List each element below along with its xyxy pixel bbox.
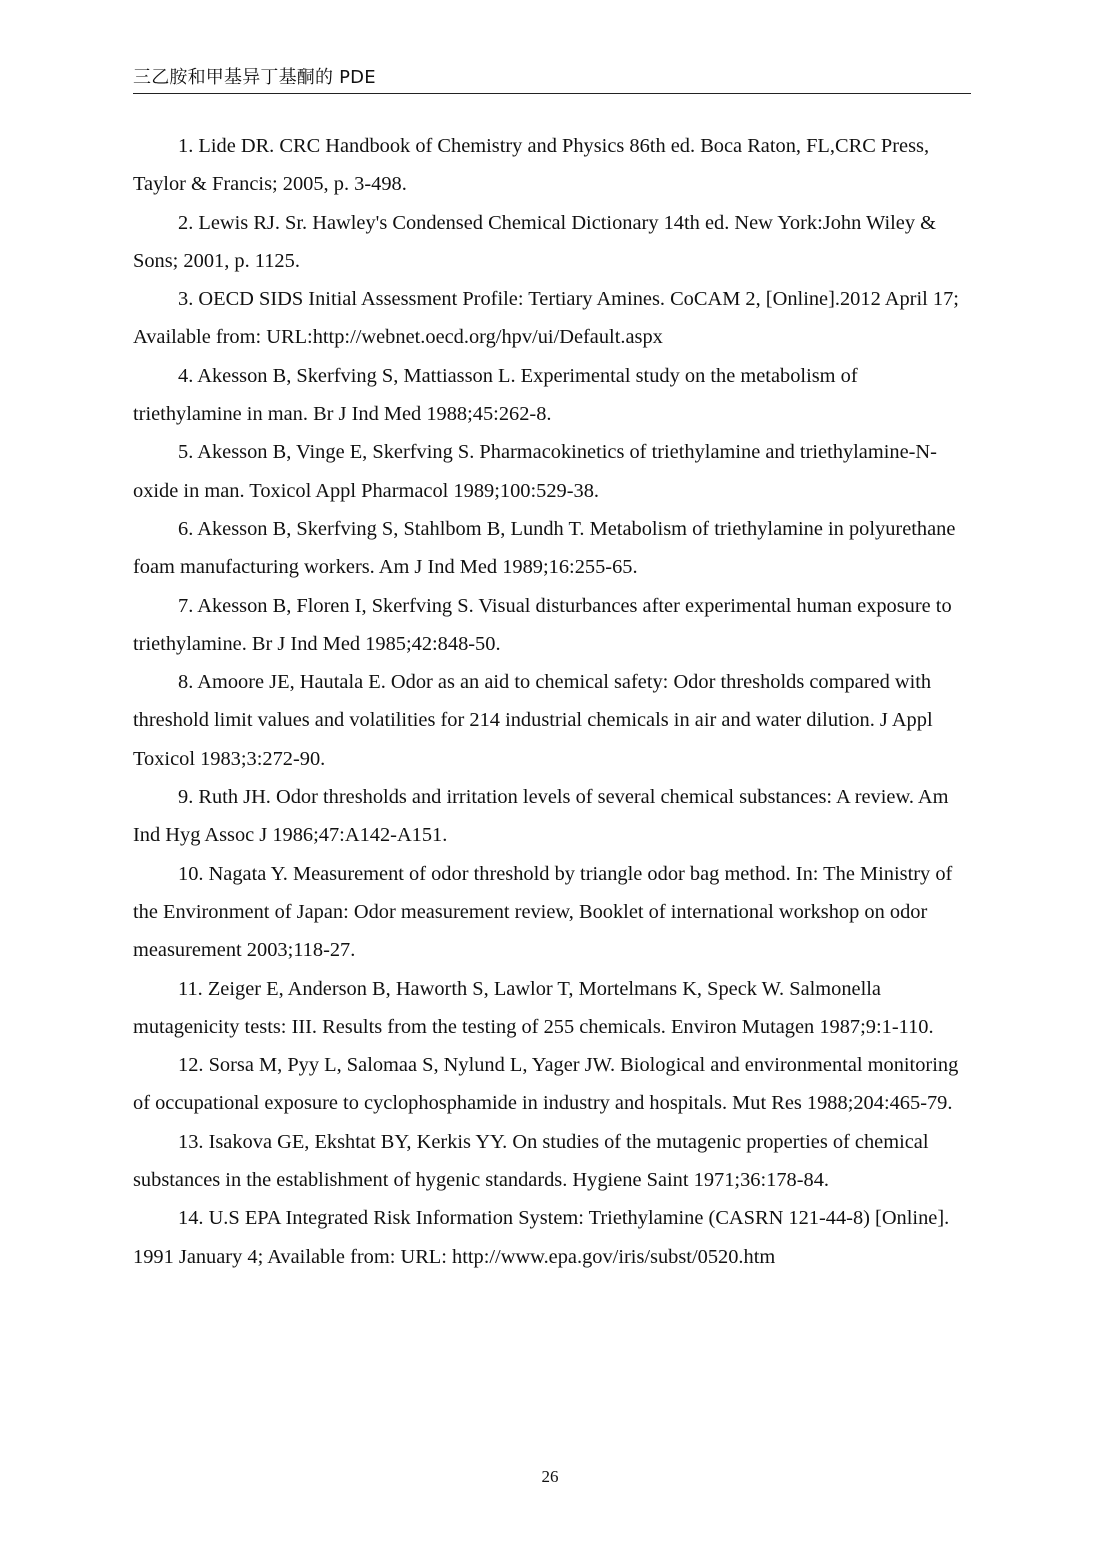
reference-item: 4. Akesson B, Skerfving S, Mattiasson L. Experimental study on the metabolism of triethylamine in man. Br J Ind Med 1988;45:262-8.: [133, 364, 858, 426]
reference-item: 11. Zeiger E, Anderson B, Haworth S, Lawlor T, Mortelmans K, Speck W. Salmonella mutagenicity tests: III. Results from the testing of 255 chemicals. Environ Mutagen 1987;9:1-110.: [133, 977, 934, 1038]
reference-item: 5. Akesson B, Vinge E, Skerfving S. Pharmacokinetics of triethylamine and triethylamine-N-oxide in man. Toxicol Appl Pharmacol 1989;100:529-38.: [133, 441, 937, 502]
reference-item: 13. Isakova GE, Ekshtat BY, Kerkis YY. On studies of the mutagenic properties of chemical substances in the establishment of hygenic standards. Hygiene Saint 1971;36:178-84.: [133, 1130, 929, 1192]
reference-item: 12. Sorsa M, Pyy L, Salomaa S, Nylund L, Yager JW. Biological and environmental monitoring of occupational exposure to cyclophosphamide in industry and hospitals. Mut Res 1988;204:465-79.: [133, 1054, 959, 1115]
reference-list: [133, 127, 971, 1276]
reference-item: 10. Nagata Y. Measurement of odor threshold by triangle odor bag method. In: The Ministry of the Environment of Japan: Odor measurement review, Booklet of international workshop on odor measurement 2003;118-27.: [133, 862, 953, 962]
reference-item: 9. Ruth JH. Odor thresholds and irritation levels of several chemical substances: A review. Am Ind Hyg Assoc J 1986;47:A142-A151.: [133, 786, 949, 847]
reference-item: 1. Lide DR. CRC Handbook of Chemistry and Physics 86th ed. Boca Raton, FL,CRC Press, Taylor & Francis; 2005, p. 3-498.: [133, 135, 930, 196]
reference-item: 8. Amoore JE, Hautala E. Odor as an aid to chemical safety: Odor thresholds compared with threshold limit values and volatilities for 214 industrial chemicals in air and water dilution. J Appl Toxicol 1983;3:272-90.: [133, 671, 933, 770]
reference-item: 7. Akesson B, Floren I, Skerfving S. Visual disturbances after experimental human exposure to triethylamine. Br J Ind Med 1985;42:848-50.: [133, 594, 952, 655]
header-title: 三乙胺和甲基异丁基酮的 PDE: [133, 67, 376, 88]
page-header: [133, 62, 971, 94]
reference-item: 6. Akesson B, Skerfving S, Stahlbom B, Lundh T. Metabolism of triethylamine in polyurethane foam manufacturing workers. Am J Ind Med 1989;16:255-65.: [133, 517, 956, 579]
reference-item: 3. OECD SIDS Initial Assessment Profile: Tertiary Amines. CoCAM 2, [Online].2012 April 17; Available from: URL:http://webnet.oecd.org/hpv/ui/Default.aspx: [133, 288, 959, 349]
reference-item: 2. Lewis RJ. Sr. Hawley's Condensed Chemical Dictionary 14th ed. New York:John Wiley & Sons; 2001, p. 1125.: [133, 211, 936, 272]
page-number: 26: [541, 1467, 559, 1486]
reference-item: 14. U.S EPA Integrated Risk Information System: Triethylamine (CASRN 121-44-8) [Online]. 1991 January 4; Available from: URL: http://www.epa.gov/iris/subst/0520.htm: [133, 1207, 950, 1268]
